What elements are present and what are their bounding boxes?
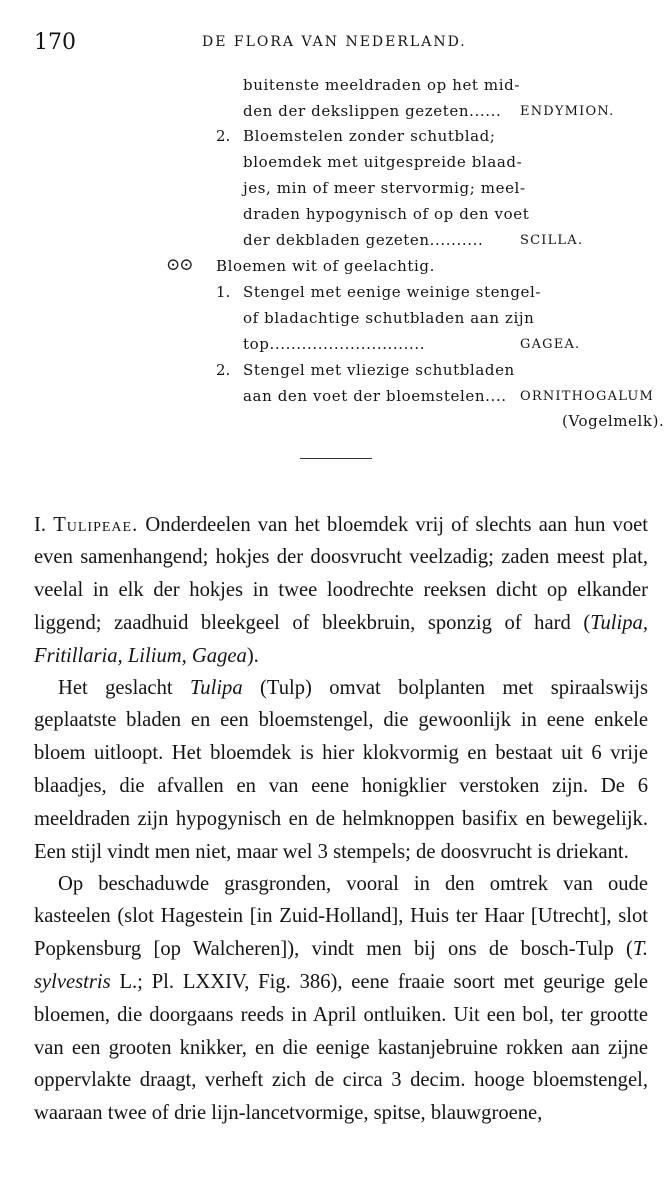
paragraph-text: Op beschaduwde grasgronden, vooral in den omtrek van oude kasteelen (slot Hagestein [in Zuid-Holland], Huis ter Haar [Utrecht], slot Popkensburg [op Walcheren]), vindt men bij ons de bosch-Tulp (: [34, 872, 648, 961]
paragraph-tulipa: [34, 672, 648, 869]
section-number: I.: [34, 513, 47, 536]
key-line: of bladachtige schutbladen aan zijn: [243, 309, 535, 327]
paragraph-text: L.; Pl. LXXIV, Fig. 386), eene fraaie soort met geurige gele bloemen, die doorgaans reeds in April ontluiken. Uit een bol, ter grootte van een grooten knikker, en die eenige kastanjebruine rokken aan zijne oppervlakte draagt, verheft zich de circa 3 decim. hooge bloemstengel, waaraan twee of drie lijn-lancetvormige, spitse, blauwgroene,: [34, 970, 648, 1125]
key-line: top.............................: [243, 335, 426, 353]
paragraph-tulipeae: [34, 509, 648, 673]
genus-list: Tulipa, Fritillaria, Lilium, Gagea: [34, 611, 648, 667]
paragraph-text: ).: [246, 644, 259, 667]
key-line: draden hypogynisch of op den voet: [243, 205, 530, 223]
key-number: 1.: [216, 283, 231, 301]
genus-gagea: GAGEA.: [520, 337, 581, 352]
species-name: T. sylvestris: [34, 938, 648, 993]
running-title: DE FLORA VAN NEDERLAND.: [202, 34, 467, 50]
paragraph-habitat: [34, 868, 648, 1130]
vernacular-name: (Vogelmelk).: [562, 412, 665, 430]
page-number: 170: [34, 30, 76, 55]
genus-ornithogalum: ORNITHOGALUM: [520, 389, 654, 404]
genus-endymion: ENDYMION.: [520, 104, 615, 119]
key-line: Stengel met eenige weinige stengel-: [243, 283, 542, 301]
key-line: der dekbladen gezeten..........: [243, 231, 484, 249]
key-number: 2.: [216, 127, 231, 145]
key-line: Stengel met vliezige schutbladen: [243, 361, 515, 379]
key-line: Bloemen wit of geelachtig.: [216, 257, 435, 275]
key-line: den der dekslippen gezeten......: [243, 102, 502, 120]
key-line: jes, min of meer stervormig; meel-: [243, 179, 526, 197]
paragraph-text: (Tulp) omvat bolplanten met spiraalswijs geplaatste bladen en een bloemstengel, die gewoonlijk in eene enkele bloem uitloopt. Het bloemdek is hier klokvormig en bestaat uit 6 vrije blaadjes, die afvallen en van eene honigklier verstoken zijn. De 6 meeldraden zijn hypogynisch en de helmknoppen basifix en bewegelijk. Een stijl vindt men niet, maar wel 3 stempels; de doosvrucht is driekant.: [34, 676, 648, 863]
key-line: aan den voet der bloemstelen....: [243, 387, 507, 405]
genus-scilla: SCILLA.: [520, 233, 584, 248]
paragraph-text: Onderdeelen van het bloemdek vrij of slechts aan hun voet even samenhangend; hokjes der doosvrucht veelzadig; zaden meest plat, veelal in elk der hokjes in twee loodrechte reeksen dicht op elkander liggend; zaadhuid bleekgeel of bleekbruin, sponzig of hard (: [34, 513, 648, 634]
key-number: 2.: [216, 361, 231, 379]
double-circle-symbol: ⊙⊙: [166, 255, 193, 275]
tribe-name: Tulipeae.: [53, 513, 139, 536]
genus-name: Tulipa: [189, 676, 243, 699]
paragraph-text: Het geslacht: [58, 676, 190, 699]
section-divider: [300, 458, 372, 459]
key-line: bloemdek met uitgespreide blaad-: [243, 153, 523, 171]
key-line: buitenste meeldraden op het mid-: [243, 76, 521, 94]
key-line: Bloemstelen zonder schutblad;: [243, 127, 496, 145]
